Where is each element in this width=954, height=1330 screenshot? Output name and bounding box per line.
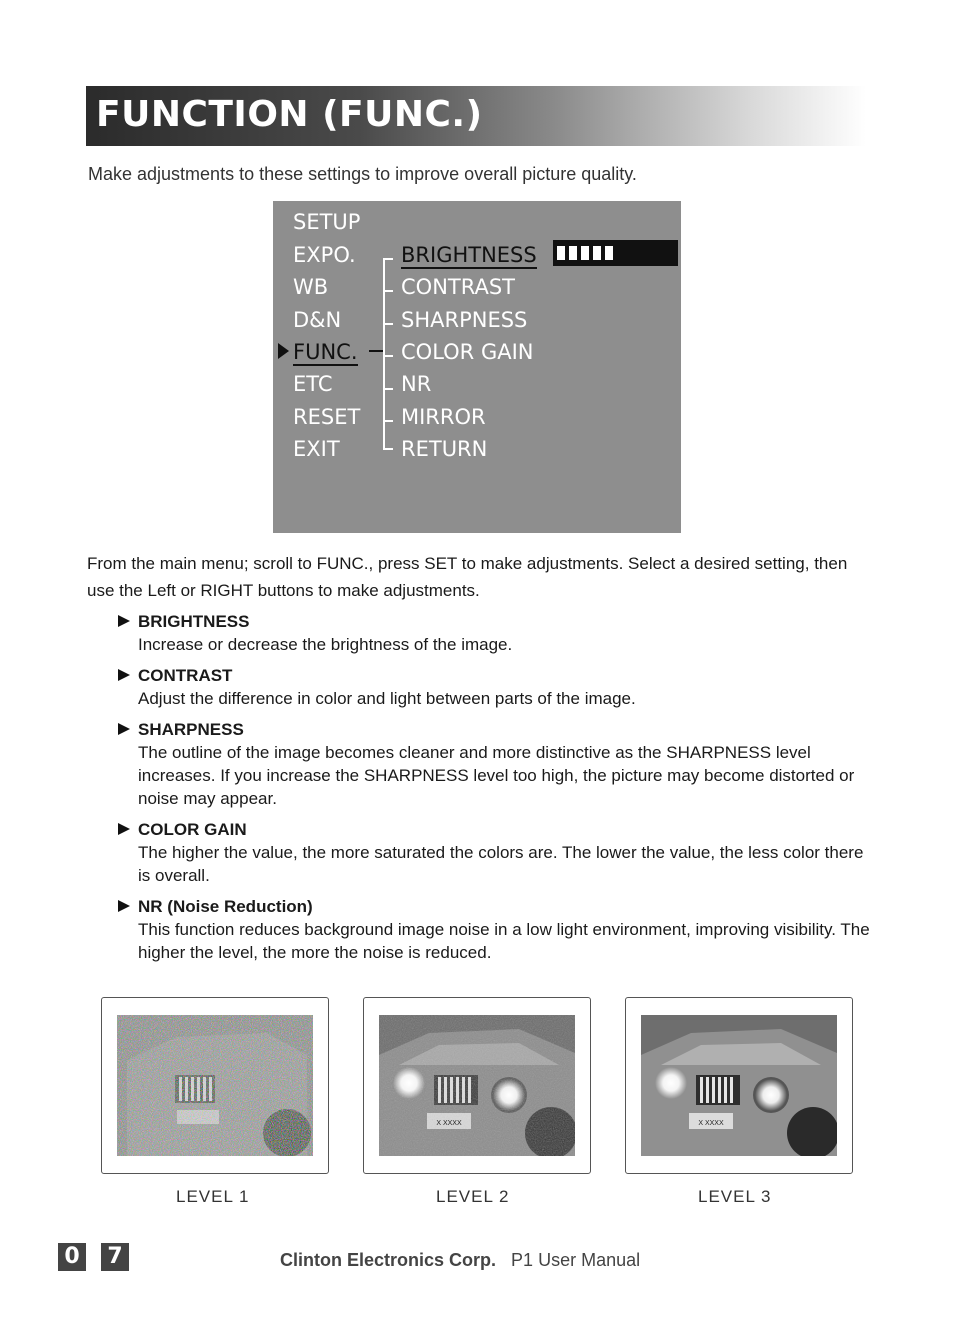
caption-level-3: LEVEL 3 bbox=[698, 1187, 772, 1206]
page-number-digit: 0 bbox=[58, 1243, 86, 1271]
section-title: BRIGHTNESS bbox=[138, 612, 250, 631]
osd-sub-sharpness: SHARPNESS bbox=[401, 308, 528, 332]
footer-manual: P1 User Manual bbox=[511, 1250, 641, 1270]
level-segment bbox=[557, 246, 565, 260]
osd-sub-return: RETURN bbox=[401, 437, 488, 461]
level-segment bbox=[569, 246, 577, 260]
section-description: Adjust the difference in color and light between parts of the image. bbox=[138, 689, 636, 708]
arrow-bullet-icon bbox=[118, 823, 130, 835]
osd-item-expo: EXPO. bbox=[293, 243, 356, 267]
arrow-bullet-icon bbox=[118, 723, 130, 735]
section-nr bbox=[118, 895, 878, 964]
level-segment bbox=[593, 246, 601, 260]
submenu-tree-branch bbox=[383, 388, 393, 390]
arrow-bullet-icon bbox=[118, 615, 130, 627]
example-frame-level-1 bbox=[101, 997, 329, 1174]
osd-sub-brightness-label: BRIGHTNESS bbox=[401, 243, 537, 267]
section-contrast bbox=[118, 664, 878, 710]
osd-item-func-label: FUNC. bbox=[293, 340, 358, 364]
submenu-tree-branch bbox=[383, 290, 393, 292]
section-brightness bbox=[118, 610, 878, 656]
section-sharpness bbox=[118, 718, 878, 810]
section-title: NR (Noise Reduction) bbox=[138, 897, 313, 916]
osd-item-setup: SETUP bbox=[293, 210, 361, 234]
brightness-level-bar bbox=[553, 240, 678, 266]
example-frame-level-3 bbox=[625, 997, 853, 1174]
page-title: FUNCTION (FUNC.) bbox=[96, 94, 483, 135]
submenu-tree-branch bbox=[383, 355, 393, 357]
section-description: This function reduces background image noise in a low light environment, improving visibility. The higher the level, the more the noise is reduced. bbox=[138, 920, 870, 962]
page-number-digit: 7 bbox=[101, 1243, 129, 1271]
osd-item-exit: EXIT bbox=[293, 437, 340, 461]
osd-item-func-selected bbox=[293, 339, 358, 365]
instructions-paragraph: From the main menu; scroll to FUNC., press SET to make adjustments. Select a desired setting, then use the Left or RIGHT buttons to make adjustments. bbox=[87, 554, 848, 600]
plate-text: X XXXX bbox=[436, 1120, 462, 1127]
footer-company: Clinton Electronics Corp. bbox=[280, 1250, 497, 1270]
section-title: CONTRAST bbox=[138, 666, 233, 685]
osd-sub-mirror: MIRROR bbox=[401, 405, 486, 429]
arrow-bullet-icon bbox=[118, 900, 130, 912]
section-title: COLOR GAIN bbox=[138, 820, 247, 839]
caption-level-1: LEVEL 1 bbox=[176, 1187, 250, 1206]
caption-level-2: LEVEL 2 bbox=[436, 1187, 510, 1206]
level-segment bbox=[581, 246, 589, 260]
osd-sub-contrast: CONTRAST bbox=[401, 275, 515, 299]
osd-item-wb: WB bbox=[293, 275, 329, 299]
example-frame-level-2 bbox=[363, 997, 591, 1174]
osd-menu-screen bbox=[273, 201, 681, 533]
car-image-level-2 bbox=[379, 1015, 575, 1156]
section-color-gain bbox=[118, 818, 878, 887]
level-segment bbox=[605, 246, 613, 260]
intro-text: Make adjustments to these settings to improve overall picture quality. bbox=[88, 164, 637, 184]
plate-text: X XXXX bbox=[698, 1120, 724, 1127]
osd-sub-brightness-selected bbox=[401, 242, 537, 268]
noisy-car-image bbox=[117, 1015, 313, 1156]
submenu-tree-branch bbox=[383, 258, 393, 260]
osd-item-dn: D&N bbox=[293, 308, 342, 332]
section-header-band bbox=[86, 86, 866, 146]
section-description: Increase or decrease the brightness of the image. bbox=[138, 635, 513, 654]
section-description: The outline of the image becomes cleaner and more distinctive as the SHARPNESS level increases. If you increase the SHARPNESS level too high, the picture may become distorted or noise may appear. bbox=[138, 743, 855, 808]
submenu-connector bbox=[369, 350, 383, 352]
section-title: SHARPNESS bbox=[138, 720, 244, 739]
car-image-level-3 bbox=[641, 1015, 837, 1156]
section-description: The higher the value, the more saturated the colors are. The lower the value, the less color there is overall. bbox=[138, 843, 864, 885]
arrow-bullet-icon bbox=[118, 669, 130, 681]
submenu-tree-branch bbox=[383, 420, 393, 422]
osd-item-etc: ETC bbox=[293, 372, 333, 396]
osd-sub-nr: NR bbox=[401, 372, 432, 396]
submenu-tree-branch bbox=[383, 448, 393, 450]
osd-item-reset: RESET bbox=[293, 405, 361, 429]
osd-sub-color-gain: COLOR GAIN bbox=[401, 340, 534, 364]
submenu-tree-branch bbox=[383, 323, 393, 325]
selection-pointer-icon bbox=[278, 343, 289, 359]
footer bbox=[280, 1250, 640, 1271]
